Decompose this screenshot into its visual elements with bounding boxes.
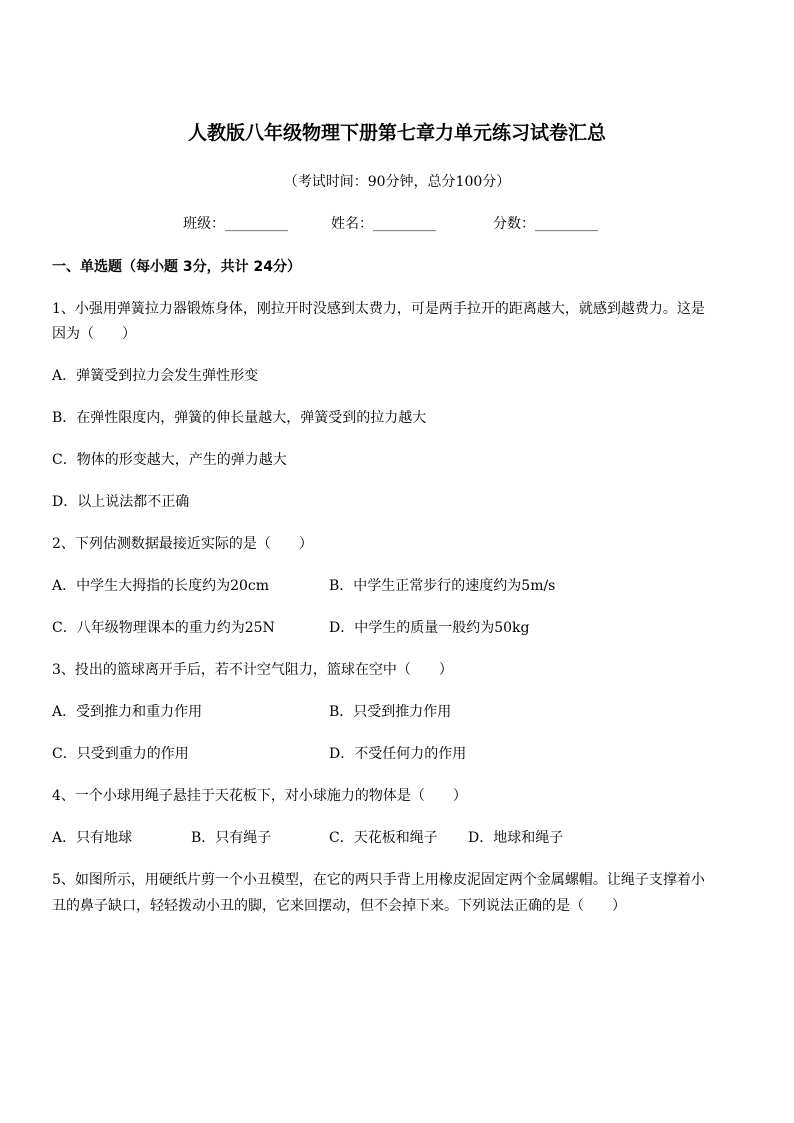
question-3-option-d: D．不受任何力的作用 xyxy=(329,746,467,762)
question-3-stem: 3、投出的篮球离开手后，若不计空气阻力，篮球在空中（ ） xyxy=(52,662,453,678)
question-2-option-d: D．中学生的质量一般约为50kg xyxy=(329,620,530,636)
question-2-stem: 2、下列估测数据最接近实际的是（ ） xyxy=(52,536,313,552)
name-field: 姓名：_________ xyxy=(331,216,436,232)
question-2-option-c: C．八年级物理课本的重力约为25N xyxy=(52,620,275,636)
question-1-option-c: C．物体的形变越大，产生的弹力越大 xyxy=(52,452,287,468)
class-field: 班级：_________ xyxy=(183,216,288,232)
question-1-option-b: B．在弹性限度内，弹簧的伸长量越大，弹簧受到的拉力越大 xyxy=(52,410,427,426)
question-4-option-d: D．地球和绳子 xyxy=(468,830,564,846)
question-4-option-b: B．只有绳子 xyxy=(191,830,272,846)
question-3-option-c: C．只受到重力的作用 xyxy=(52,746,189,762)
question-1-option-a: A．弹簧受到拉力会发生弹性形变 xyxy=(52,368,259,384)
question-4-option-a: A．只有地球 xyxy=(52,830,133,846)
question-1-stem-line-2: 因为（ ） xyxy=(52,326,136,342)
question-5-stem-line-2: 丑的鼻子缺口，轻轻拨动小丑的脚，它来回摆动，但不会掉下来。下列说法正确的是（ ） xyxy=(52,898,626,914)
question-1-stem-line-1: 1、小强用弹簧拉力器锻炼身体，刚拉开时没感到太费力，可是两手拉开的距离越大，就感到越费力。这是 xyxy=(52,301,705,317)
question-4-stem: 4、一个小球用绳子悬挂于天花板下，对小球施力的物体是（ ） xyxy=(52,788,467,804)
question-5-stem-line-1: 5、如图所示，用硬纸片剪一个小丑模型，在它的两只手背上用橡皮泥固定两个金属螺帽。让绳子支撑着小 xyxy=(52,872,705,888)
document-title: 人教版八年级物理下册第七章力单元练习试卷汇总 xyxy=(187,122,606,144)
question-2-option-a: A．中学生大拇指的长度约为20cm xyxy=(52,578,270,594)
question-3-option-a: A．受到推力和重力作用 xyxy=(52,704,203,720)
exam-time-note: （考试时间：90分钟，总分100分） xyxy=(283,174,511,190)
question-2-option-b: B．中学生正常步行的速度约为5m/s xyxy=(329,578,556,594)
question-4-option-c: C．天花板和绳子 xyxy=(329,830,438,846)
section-heading-single-choice: 一、单选题（每小题 3分，共计 24分） xyxy=(52,259,301,275)
question-3-option-b: B．只受到推力作用 xyxy=(329,704,452,720)
question-1-option-d: D．以上说法都不正确 xyxy=(52,494,190,510)
score-field: 分数：_________ xyxy=(493,216,598,232)
